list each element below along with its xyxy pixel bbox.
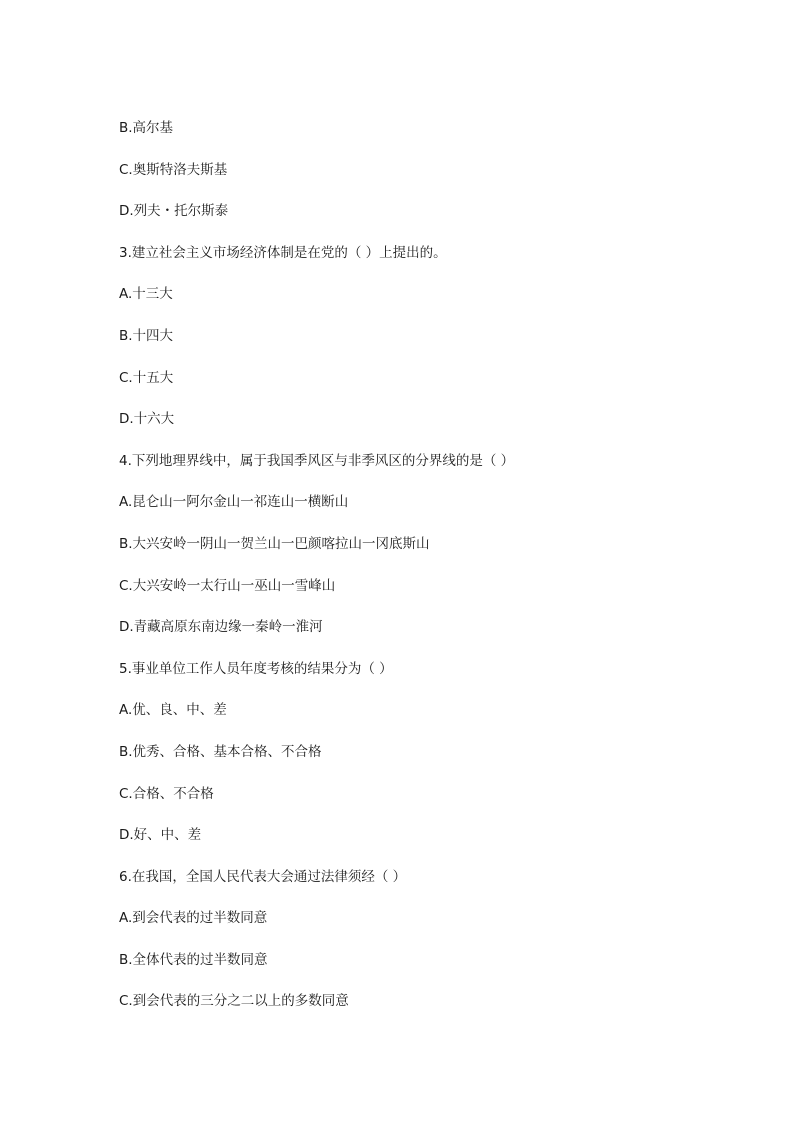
question-5-option-b: B.优秀、合格、基本合格、不合格	[119, 743, 322, 760]
question-5: 5.事业单位工作人员年度考核的结果分为（ ）	[119, 660, 393, 677]
question-3-option-b: B.十四大	[119, 327, 174, 344]
option-b-gorky: B.高尔基	[119, 120, 174, 136]
question-4-option-d: D.青藏高原东南边缘一秦岭一淮河	[119, 619, 323, 636]
question-4: 4.下列地理界线中，属于我国季风区与非季风区的分界线的是（ ）	[119, 452, 515, 469]
option-c-ostrovsky: C.奥斯特洛夫斯基	[119, 161, 228, 178]
question-3-option-c: C.十五大	[119, 369, 174, 386]
question-4-option-a: A.昆仑山一阿尔金山一祁连山一横断山	[119, 494, 349, 511]
question-4-option-b: B.大兴安岭一阴山一贺兰山一巴颜喀拉山一冈底斯山	[119, 535, 430, 552]
question-list	[119, 118, 719, 1033]
question-5-option-a: A.优、良、中、差	[119, 702, 227, 719]
option-d-tolstoy: D.列夫・托尔斯泰	[119, 203, 229, 220]
question-6-option-c: C.到会代表的三分之二以上的多数同意	[119, 993, 349, 1010]
question-6-option-a: A.到会代表的过半数同意	[119, 910, 268, 927]
question-6: 6.在我国，全国人民代表大会通过法律须经（ ）	[119, 868, 407, 885]
question-6-option-b: B.全体代表的过半数同意	[119, 951, 268, 968]
question-3-option-d: D.十六大	[119, 411, 175, 428]
question-3: 3.建立社会主义市场经济体制是在党的（ ）上提出的。	[119, 244, 447, 261]
question-4-option-c: C.大兴安岭一太行山一巫山一雪峰山	[119, 577, 336, 594]
question-5-option-c: C.合格、不合格	[119, 785, 214, 802]
question-3-option-a: A.十三大	[119, 286, 173, 303]
question-5-option-d: D.好、中、差	[119, 827, 202, 844]
